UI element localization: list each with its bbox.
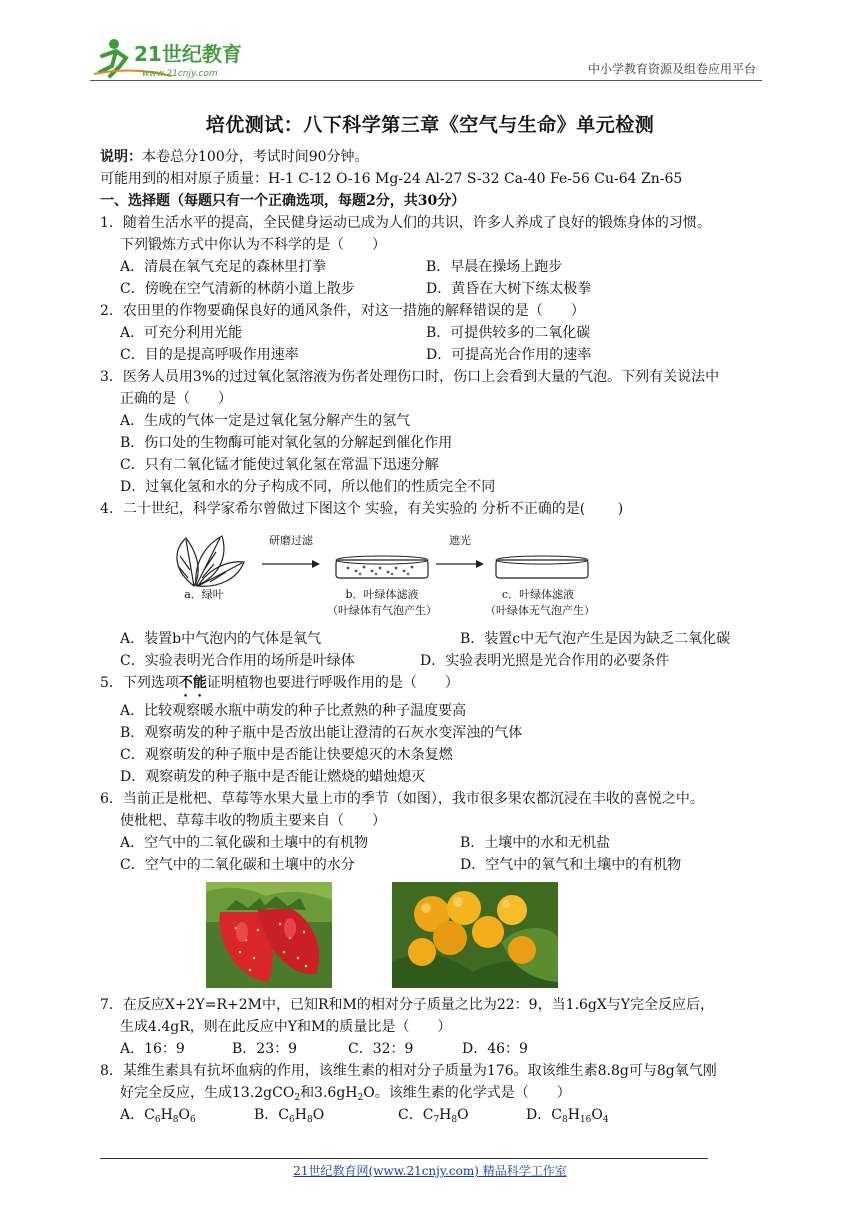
q8-c-el1: C xyxy=(422,1107,434,1123)
question-5-stem xyxy=(100,672,764,700)
intro-note xyxy=(100,146,764,168)
question-1-stem: 1．随着生活水平的提高，全民健身运动已成为人们的共识，许多人养成了良好的锻炼身体的习惯。 xyxy=(100,215,711,231)
fruit-photos xyxy=(206,882,764,988)
strawberry-icon xyxy=(206,882,332,988)
question-7-stem-cont: 生成4.4gR，则在此反应中Y和M的质量比是（ ） xyxy=(120,1019,452,1035)
question-6-stem: 6．当前正是枇杷、草莓等水果大量上市的季节（如图），我市很多果农都沉浸在丰收的喜悦之中。 xyxy=(100,791,704,807)
question-2-options-ab xyxy=(100,322,764,344)
question-8-stem-cont xyxy=(100,1082,764,1104)
experiment-figure xyxy=(164,526,724,622)
q5-stem-pre: 5．下列选项 xyxy=(100,675,179,691)
logo-url: www.21cnjy.com xyxy=(142,69,218,79)
arrow-shading-icon xyxy=(436,560,484,568)
question-8-stem: 8．某维生素具有抗坏血病的作用，该维生素的相对分子质量为176。取该维生素8.8g可与8g氧气刚 xyxy=(100,1063,717,1079)
label-c: c．叶绿体滤液 xyxy=(501,588,575,601)
q8-d-sub3: 4 xyxy=(602,1115,609,1125)
q8-c-sub1: 7 xyxy=(433,1115,440,1125)
q5-stem-post: 证明植物也要进行呼吸作用的是（ ） xyxy=(206,675,459,691)
q8-option-b xyxy=(254,1104,398,1126)
q8-a-el1: C xyxy=(144,1107,155,1123)
q3-option-d: D．过氧化氢和水的分子构成不同，所以他们的性质完全不同 xyxy=(120,479,496,495)
arrow-grind-filter-icon xyxy=(262,560,320,568)
q3-option-a: A．生成的气体一定是过氧化氢分解产生的氢气 xyxy=(120,413,411,429)
q6-option-d: D．空气中的氧气和土壤中的有机物 xyxy=(460,857,682,873)
q8-b-el2: H xyxy=(294,1107,307,1123)
q8-b-el1: C xyxy=(278,1107,290,1123)
q4-option-c: C．实验表明光合作用的场所是叶绿体 xyxy=(120,653,355,669)
question-1-stem-cont: 下列锻炼方式中你认为不科学的是（ ） xyxy=(120,237,386,253)
q8-b-sub1: 6 xyxy=(289,1115,295,1125)
header-divider xyxy=(90,80,762,81)
question-2-options-cd xyxy=(100,344,764,366)
q8-b-prefix: B． xyxy=(254,1107,279,1123)
strawberry-photo xyxy=(206,882,332,988)
q5-stem-emphasis: 不能 xyxy=(178,675,207,691)
q8-a-sub3: 6 xyxy=(190,1115,196,1125)
dish-c-no-bubbles-icon xyxy=(496,556,588,578)
q8-a-el3: O xyxy=(178,1107,191,1123)
q1-option-d: D．黄昏在大树下练太极拳 xyxy=(426,281,592,297)
dish-b-bubbles-icon xyxy=(336,556,428,578)
question-2-stem: 2．农田里的作物要确保良好的通风条件，对这一措施的解释错误的是（ ） xyxy=(100,303,585,319)
label-b: b．叶绿体滤液 xyxy=(345,588,419,601)
q8-c-sub2: 8 xyxy=(451,1115,458,1125)
green-leaves-icon xyxy=(177,536,244,586)
q4-option-b: B．装置c中无气泡产生是因为缺乏二氧化碳 xyxy=(460,631,731,647)
question-8-options xyxy=(100,1104,764,1126)
platform-name: 中小学教育资源及组卷应用平台 xyxy=(587,62,756,76)
q8-stem-part2: 和3.6gH xyxy=(300,1085,358,1101)
label-c-note: （叶绿体无气泡产生） xyxy=(485,604,595,617)
q4-option-d: D．实验表明光照是光合作用的必要条件 xyxy=(420,653,670,669)
loquat-icon xyxy=(392,882,558,988)
question-6-options-ab xyxy=(100,832,764,854)
q8-d-el1: C xyxy=(551,1107,562,1123)
footer-divider xyxy=(100,1158,708,1159)
label-b-note: （叶绿体有气泡产生） xyxy=(327,604,437,617)
q8-stem-part3: O。该维生素的化学式是（ ） xyxy=(363,1085,571,1101)
q8-b-sub2: 8 xyxy=(306,1115,313,1125)
q5-option-c: C．观察萌发的种子瓶中是否能让快要熄灭的木条复燃 xyxy=(120,747,453,763)
q8-option-c xyxy=(398,1104,526,1126)
q8-a-sub2: 8 xyxy=(172,1115,179,1125)
logo-runner-icon xyxy=(92,36,272,80)
note-text: 本卷总分100分，考试时间90分钟。 xyxy=(142,149,369,165)
q7-option-a: A．16：9 xyxy=(120,1041,185,1057)
q8-c-el3: O xyxy=(457,1107,469,1123)
footer-link[interactable]: 21世纪教育网(www.21cnjy.com) 精品科学工作室 xyxy=(293,1164,567,1178)
question-4-stem: 4．二十世纪，科学家希尔曾做过下图这个 实验，有关实验的 分析不正确的是( ) xyxy=(100,501,624,517)
loquat-photo xyxy=(392,882,558,988)
logo xyxy=(92,36,272,80)
q5-option-d: D．观察萌发的种子瓶中是否能让燃烧的蜡烛熄灭 xyxy=(120,769,426,785)
q7-option-d: D．46：9 xyxy=(462,1041,528,1057)
q1-option-b: B．早晨在操场上跑步 xyxy=(426,259,563,275)
q6-option-c: C．空气中的二氧化碳和土壤中的水分 xyxy=(120,857,355,873)
exam-content xyxy=(100,146,764,1126)
arrow-label-shade: 遮光 xyxy=(449,534,471,547)
question-6-options-cd xyxy=(100,854,764,876)
q4-option-a: A．装置b中气泡内的气体是氧气 xyxy=(120,631,322,647)
question-1-options-cd xyxy=(100,278,764,300)
q8-c-el2: H xyxy=(439,1107,452,1123)
page-title: 培优测试：八下科学第三章《空气与生命》单元检测 xyxy=(205,114,655,136)
q3-option-b: B．伤口处的生物酶可能对氧化氢的分解起到催化作用 xyxy=(120,435,453,451)
question-4-options-ab xyxy=(100,628,764,650)
q8-stem-sub2: 2 xyxy=(357,1093,364,1103)
question-7-options xyxy=(100,1038,764,1060)
q6-option-a: A．空气中的二氧化碳和土壤中的有机物 xyxy=(120,835,369,851)
q8-stem-part1: 好完全反应，生成13.2gCO xyxy=(120,1085,295,1101)
page-header xyxy=(90,30,760,80)
question-3-stem: 3．医务人员用3%的过过氧化氢溶液为伤者处理伤口时，伤口上会看到大量的气泡。下列有关说法中 xyxy=(100,369,720,385)
q2-option-d: D．可提高光合作用的速率 xyxy=(426,347,592,363)
question-6-stem-cont: 使枇杷、草莓丰收的物质主要来自（ ） xyxy=(120,813,386,829)
q8-option-d xyxy=(526,1104,609,1126)
q1-option-a: A．清晨在氧气充足的森林里打拳 xyxy=(120,259,327,275)
label-a: a．绿叶 xyxy=(184,588,224,601)
logo-text: 21世纪教育 xyxy=(134,42,242,66)
section-heading: 一、选择题（每题只有一个正确选项，每题2分，共30分） xyxy=(100,193,466,209)
q8-c-prefix: C． xyxy=(398,1107,423,1123)
q2-option-b: B．可提供较多的二氧化碳 xyxy=(426,325,591,341)
q3-option-c: C．只有二氧化锰才能使过氧化氢在常温下迅速分解 xyxy=(120,457,439,473)
q1-option-c: C．傍晚在空气清新的林荫小道上散步 xyxy=(120,281,355,297)
question-7-stem: 7．在反应X+2Y=R+2M中，已知R和M的相对分子质量之比为22：9，当1.6gX与Y完全反应后， xyxy=(100,997,715,1013)
q5-option-a: A．比较观察暖水瓶中萌发的种子比煮熟的种子温度要高 xyxy=(120,703,467,719)
q2-option-a: A．可充分利用光能 xyxy=(120,325,243,341)
q7-option-c: C．32：9 xyxy=(348,1041,414,1057)
q8-d-sub1: 8 xyxy=(561,1115,568,1125)
q8-d-prefix: D． xyxy=(526,1107,552,1123)
note-label: 说明： xyxy=(100,149,142,165)
q8-a-sub1: 6 xyxy=(154,1115,161,1125)
arrow-label-grind: 研磨过滤 xyxy=(269,534,313,547)
atomic-masses: 可能用到的相对原子质量：H-1 C-12 O-16 Mg-24 Al-27 S-32 Ca-40 Fe-56 Cu-64 Zn-65 xyxy=(100,171,683,187)
q8-option-a xyxy=(120,1104,254,1126)
question-1-options-ab xyxy=(100,256,764,278)
q5-option-b: B．观察萌发的种子瓶中是否放出能让澄清的石灰水变浑浊的气体 xyxy=(120,725,523,741)
q7-option-b: B．23：9 xyxy=(232,1041,298,1057)
q8-stem-sub1: 2 xyxy=(294,1093,301,1103)
q8-b-el3: O xyxy=(312,1107,325,1123)
q8-a-el2: H xyxy=(160,1107,173,1123)
q8-d-el2: H xyxy=(567,1107,580,1123)
q8-a-prefix: A． xyxy=(120,1107,145,1123)
question-4-options-cd xyxy=(100,650,764,672)
q6-option-b: B．土壤中的水和无机盐 xyxy=(460,835,611,851)
q2-option-c: C．目的是提高呼吸作用速率 xyxy=(120,347,299,363)
q8-d-sub2: 16 xyxy=(579,1115,592,1125)
q8-d-el3: O xyxy=(591,1107,603,1123)
question-3-stem-cont: 正确的是（ ） xyxy=(120,391,232,407)
